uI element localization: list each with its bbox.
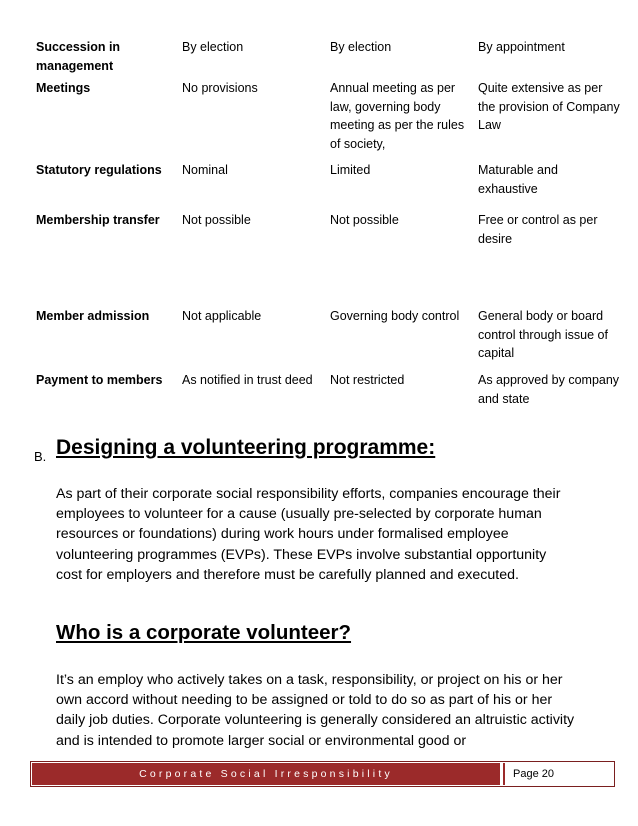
section-paragraph: As part of their corporate social responsibility efforts, companies encourage their employees to volunteer for a cause (usually pre-selected by corporate human resources or foundations) during work hours under formalised employee volunteering programmes (EVPs). These EVPs involve substantial opportunity cost for employers and therefore must be carefully planned and executed. [56, 486, 561, 583]
section-title: Designing a volunteering programme: [56, 436, 436, 459]
table-cell: No provisions [182, 81, 258, 95]
table-cell: As approved by company and state [478, 373, 620, 406]
table-cell: Maturable and exhaustive [478, 163, 558, 196]
row-header-cell: Succession in management [36, 40, 121, 73]
table-cell: Governing body control [330, 309, 460, 323]
section-label: B. [34, 449, 47, 464]
table-cell: Annual meeting as per law, governing body meeting as per the rules of society, [330, 81, 465, 151]
row-header-cell: Meetings [36, 81, 91, 95]
table-cell: Quite extensive as per the provision of Company Law [478, 81, 620, 132]
table-cell: By appointment [478, 40, 565, 54]
row-header-cell: Payment to members [36, 373, 163, 387]
table-cell: Free or control as per desire [478, 213, 598, 246]
subsection-paragraph: It’s an employ who actively takes on a task, responsibility, or project on his or her own accord without needing to be assigned or told to do so as part of his or her daily job duties. Corporate volunteering is generally considered an altruistic activity and is intended to promote larger social or environmental good or [56, 672, 575, 749]
table-row [32, 157, 624, 207]
table-row [32, 303, 624, 367]
table-cell: Not possible [330, 213, 399, 227]
comparison-table [32, 34, 624, 411]
table-cell: As notified in trust deed [182, 373, 313, 387]
table-row [32, 367, 624, 411]
table-row [32, 34, 624, 75]
footer-title: Corporate Social Irresponsibility [32, 763, 500, 785]
footer [30, 761, 615, 787]
row-header-cell: Statutory regulations [36, 163, 162, 177]
table-row [32, 75, 624, 157]
table-cell: Limited [330, 163, 371, 177]
subsection-title: Who is a corporate volunteer? [56, 621, 352, 644]
table-cell: By election [182, 40, 244, 54]
row-header-cell: Member admission [36, 309, 150, 323]
table-cell: General body or board control through issue of capital [478, 309, 608, 360]
table-cell: Not restricted [330, 373, 405, 387]
row-header-cell: Membership transfer [36, 213, 160, 227]
page-number: Page 20 [503, 763, 611, 785]
table-cell: Not applicable [182, 309, 262, 323]
table-cell: Nominal [182, 163, 228, 177]
table-cell: By election [330, 40, 392, 54]
table-row [32, 207, 624, 303]
table-cell: Not possible [182, 213, 251, 227]
